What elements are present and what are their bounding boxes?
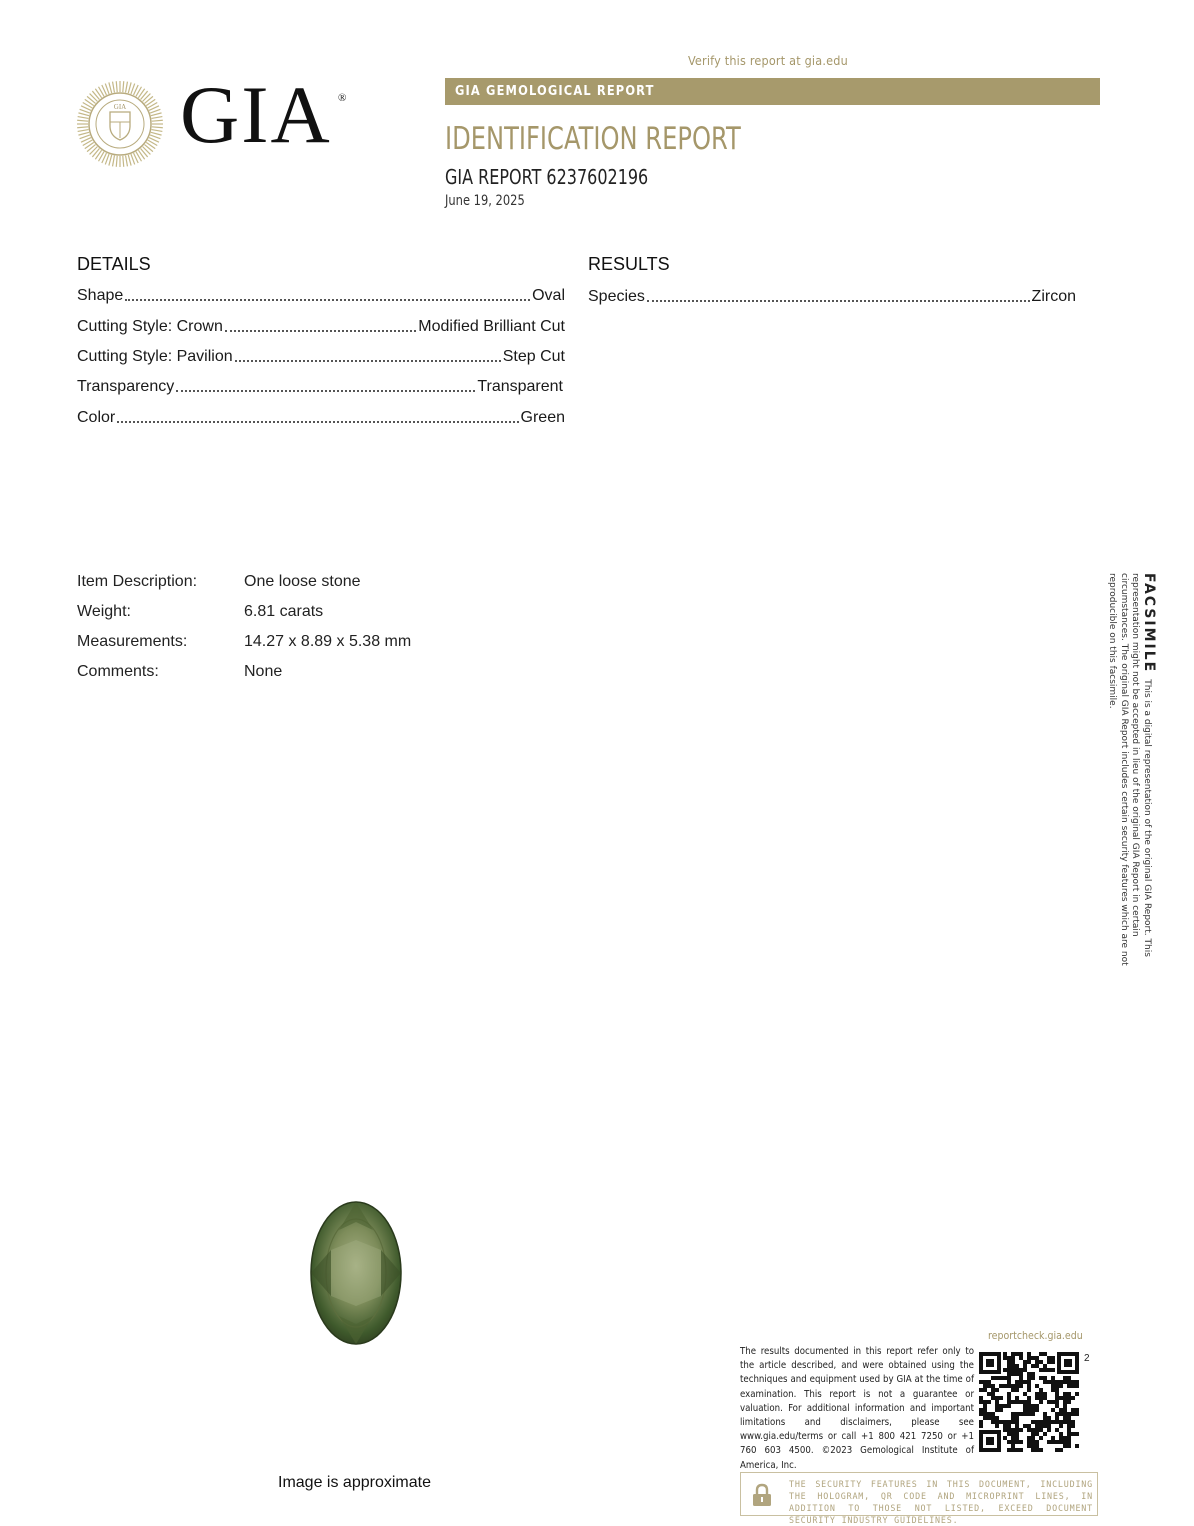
facsimile-title: FACSIMILE (1141, 573, 1157, 674)
measurements-label: Measurements: (77, 633, 188, 650)
report-band (445, 78, 1100, 105)
details-value: Step Cut (502, 348, 565, 365)
gia-logo-wordmark: GIA (180, 69, 332, 160)
report-type-title: IDENTIFICATION REPORT (445, 121, 741, 157)
leader-dots (225, 329, 416, 332)
security-text: THE SECURITY FEATURES IN THIS DOCUMENT, INCLUDING THE HOLOGRAM, QR CODE AND MICROPRINT LINES, IN ADDITION TO THOSE NOT LISTED, EXCEED DOCUMENT SECURITY INDUSTRY GUIDELINES. (789, 1479, 1093, 1525)
comments-value: None (244, 663, 283, 680)
svg-text:GIA: GIA (113, 103, 127, 111)
leader-dots (125, 298, 530, 301)
verify-link[interactable]: Verify this report at gia.edu (688, 53, 848, 68)
results-title: RESULTS (588, 254, 670, 274)
image-caption: Image is approximate (278, 1474, 431, 1491)
facsimile-inner (1106, 573, 1157, 993)
page-number: 2 (1084, 1353, 1090, 1364)
leader-dots (235, 359, 501, 362)
results-value: Zircon (1031, 288, 1076, 305)
details-value: Oval (532, 287, 565, 304)
leader-dots (176, 389, 475, 392)
qr-code-icon[interactable] (979, 1352, 1079, 1452)
facsimile-text: This is a digital representation of the original GIA Report. This representation might not be accepted in lieu of the original GIA Report in certain circumstances. The original GIA Report includes certain security features which are not reproducible on this facsimile. (1107, 573, 1152, 966)
details-label: Shape (77, 287, 124, 304)
details-value: Green (520, 409, 565, 426)
weight-label: Weight: (77, 603, 131, 620)
gia-seal-icon (76, 80, 164, 168)
weight-value: 6.81 carats (244, 603, 324, 620)
item-description-value: One loose stone (244, 573, 361, 590)
details-label: Transparency (77, 378, 175, 395)
item-description-label: Item Description: (77, 573, 198, 590)
gemstone-image (309, 1200, 403, 1346)
details-row-shape (77, 283, 565, 305)
measurements-value: 14.27 x 8.89 x 5.38 mm (244, 633, 412, 650)
details-title: DETAILS (77, 254, 151, 274)
details-row-pavilion (77, 344, 565, 366)
details-label: Cutting Style: Crown (77, 318, 223, 335)
security-notice-box (740, 1472, 1098, 1525)
results-row-species (588, 284, 1076, 306)
details-value: Modified Brilliant Cut (418, 318, 565, 335)
leader-dots (117, 420, 518, 423)
report-date: June 19, 2025 (445, 193, 525, 209)
details-row-transparency (77, 374, 563, 396)
reportcheck-link[interactable]: reportcheck.gia.edu (988, 1330, 1083, 1342)
details-value: Transparent (477, 378, 563, 395)
comments-label: Comments: (77, 663, 159, 680)
facsimile-notice (1106, 573, 1157, 993)
registered-mark: ® (338, 92, 347, 104)
disclaimer-text: The results documented in this report refer only to the article described, and were obtained using the techniques and equipment used by GIA at the time of examination. This report is not a guarantee or valuation. For additional information and important limitations and disclaimers, please see www.gia.edu/terms or call +1 800 421 7250 or +1 760 603 4500. ©2023 Gemological Institute of America, Inc. (740, 1346, 974, 1471)
details-label: Color (77, 409, 116, 426)
report-number: GIA REPORT 6237602196 (445, 165, 649, 189)
details-row-color (77, 405, 565, 427)
details-row-crown (77, 314, 565, 336)
leader-dots (647, 299, 1030, 302)
results-label: Species (588, 288, 645, 305)
band-title: GIA GEMOLOGICAL REPORT (455, 84, 655, 99)
details-label: Cutting Style: Pavilion (77, 348, 233, 365)
lock-icon (751, 1483, 773, 1507)
